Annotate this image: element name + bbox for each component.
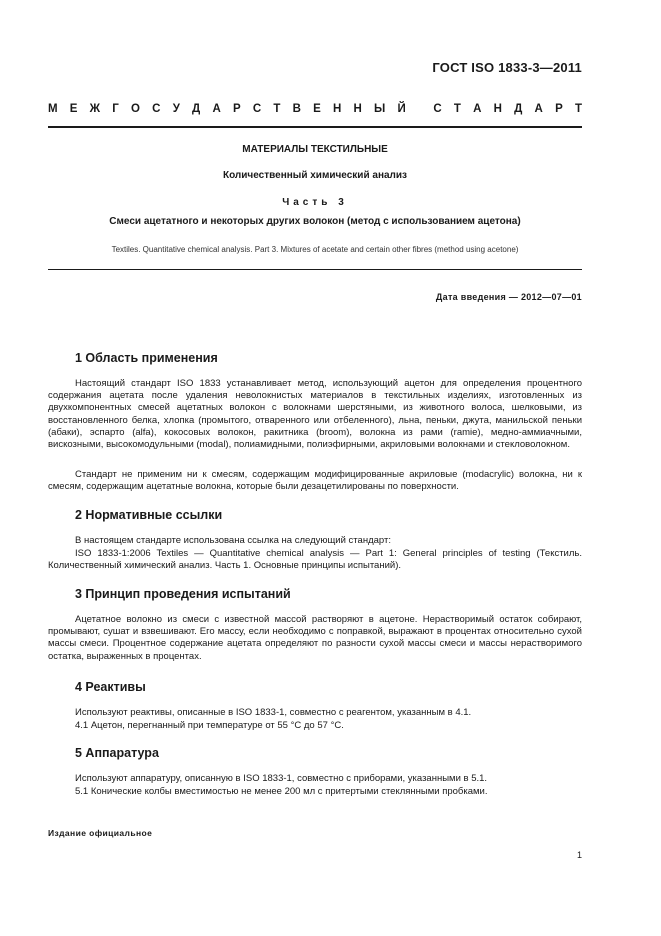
section-heading-references: 2 Нормативные ссылки [75, 508, 223, 522]
banner-letter: Й [397, 103, 406, 115]
references-paragraph: В настоящем стандарте использована ссылка на следующий стандарт: [75, 535, 391, 546]
banner-letter: А [473, 103, 482, 115]
banner-letter: С [433, 103, 442, 115]
banner-letter: Е [69, 103, 78, 115]
banner-letter: Т [453, 103, 461, 115]
reagents-item: 4.1 Ацетон, перегнанный при температуре от 55 °С до 57 °С. [75, 720, 344, 731]
principle-paragraph: Ацетатное волокно из смеси с известной массой растворяют в ацетоне. Нерастворимый остаток собирают, промывают, сушат и взвешивают. Его массу, если необходимо с поправкой, выражают в процентах относительно сухой массы смеси. Процентное содержание ацетата определяют по разности сухой массы смеси и массы нерастворимого остатка, выраженных в процентах. [48, 614, 582, 662]
document-title: МАТЕРИАЛЫ ТЕКСТИЛЬНЫЕ [242, 144, 388, 155]
title-divider [48, 269, 582, 270]
header-divider [48, 126, 582, 128]
document-code: ГОСТ ISO 1833-3—2011 [432, 60, 582, 75]
reagents-paragraph: Используют реактивы, описанные в ISO 1833-1, совместно с реагентом, указанным в 4.1. [75, 707, 472, 718]
scope-paragraph: Настоящий стандарт ISO 1833 устанавливает метод, использующий ацетон для определения процентного содержания ацетата после удаления неволокнистых материалов в текстильных изделиях, изготовленных из двухкомпонентных смесей ацетатных волокон с волокнами шерстяными, из животного волоса, шелковыми, из восстановленного белка, хлопка (промытого, отваренного или отбеленного), льна, пеньки, джута, манильской пеньки (абаки), эспарто (alfa), кокосовых волокон, ракитника (broom), волокна из рами (ramie), медно-аммиачными, вискозными, высокомодульными (modal), полиамидными, полиэфирными, акриловыми волокнами и стекловолокном. [48, 378, 582, 451]
banner-letter: У [172, 103, 180, 115]
section-heading-scope: 1 Область применения [75, 351, 218, 365]
banner-letter: В [292, 103, 301, 115]
banner-letter: А [534, 103, 543, 115]
banner-letter: С [152, 103, 161, 115]
apparatus-item: 5.1 Конические колбы вместимостью не менее 200 мл с притертыми стеклянными пробками. [75, 786, 488, 797]
reference-entry: ISO 1833-1:2006 Textiles — Quantitative chemical analysis — Part 1: General principles of testing (Текстиль. Количественный химический анализ. Часть 1. Основные принципы испытаний). [48, 548, 582, 572]
section-heading-reagents: 4 Реактивы [75, 680, 146, 694]
apparatus-paragraph: Используют аппаратуру, описанную в ISO 1833-1, совместно с приборами, указанными в 5.1. [75, 773, 488, 784]
section-heading-apparatus: 5 Аппаратура [75, 746, 159, 760]
banner-letter: Д [192, 103, 201, 115]
banner-letter: Р [555, 103, 563, 115]
banner-letter: С [252, 103, 262, 115]
banner-letter: М [48, 103, 58, 115]
scope-paragraph: Стандарт не применим ни к смесям, содержащим модифицированные акриловые (modacrylic) волокна, ни к смесям, содержащим ацетатные волокна, которые были дезацетилированы по поверхности. [48, 469, 582, 493]
standard-banner [48, 103, 582, 115]
banner-letter: Е [313, 103, 321, 115]
part-number: Часть 3 [282, 197, 348, 208]
banner-letter: Н [332, 103, 342, 115]
page-number: 1 [576, 850, 582, 860]
english-title: Textiles. Quantitative chemical analysis. Part 3. Mixtures of acetate and certain other fibres (method using acetone) [111, 245, 519, 254]
banner-letter: Г [112, 103, 119, 115]
banner-letter: Т [273, 103, 281, 115]
banner-letter: Т [574, 103, 582, 115]
section-heading-principle: 3 Принцип проведения испытаний [75, 587, 291, 601]
banner-letter: Н [353, 103, 362, 115]
document-subtitle: Количественный химический анализ [222, 170, 408, 181]
part-title: Смеси ацетатного и некоторых других волокон (метод с использованием ацетона) [109, 216, 521, 227]
banner-letter: Ы [374, 103, 386, 115]
banner-gap [418, 103, 421, 115]
banner-letter: Д [514, 103, 523, 115]
introduction-date: Дата введения — 2012—07—01 [435, 292, 582, 302]
banner-letter: А [212, 103, 221, 115]
banner-letter: Н [493, 103, 502, 115]
edition-label: Издание официальное [48, 828, 153, 838]
banner-letter: Ж [89, 103, 101, 115]
banner-letter: О [131, 103, 140, 115]
banner-letter: Р [232, 103, 241, 115]
